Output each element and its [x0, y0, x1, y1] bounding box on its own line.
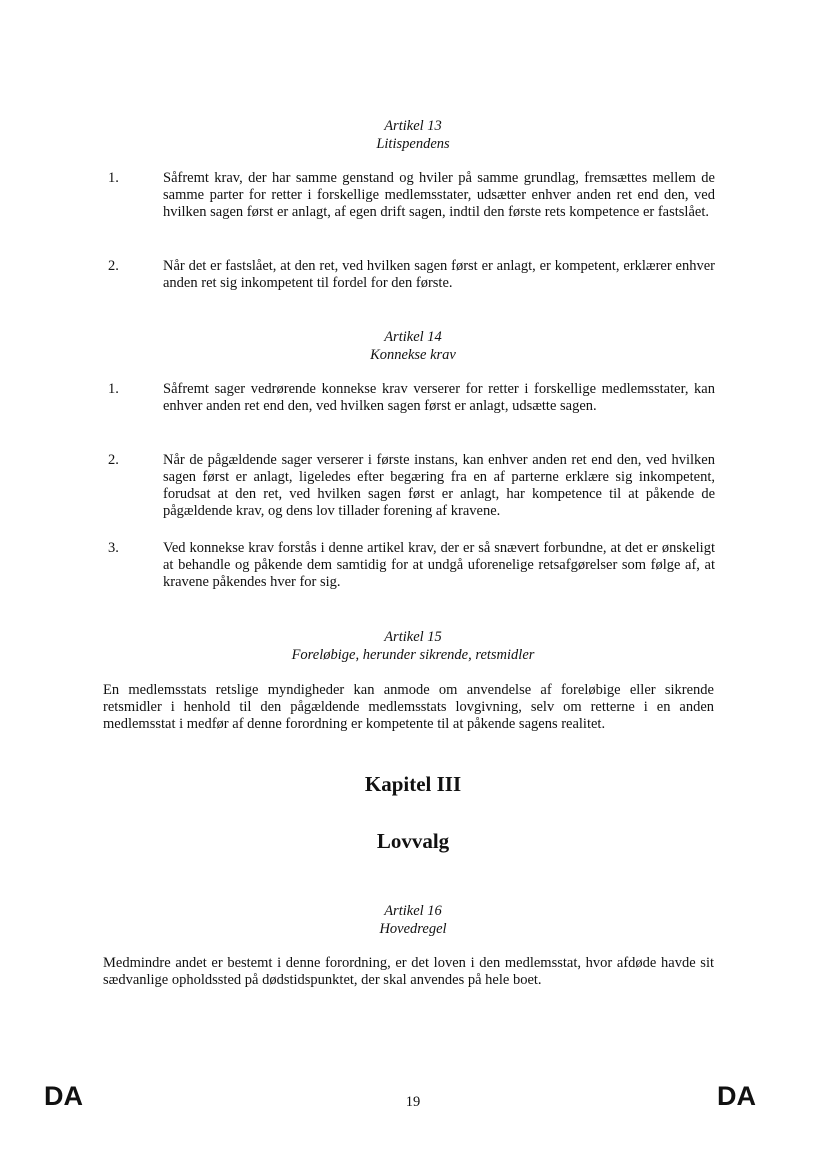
article-13-item-1-number: 1. — [108, 170, 119, 186]
language-code-left: DA — [44, 1081, 83, 1111]
article-14-item-2-number: 2. — [108, 452, 119, 468]
article-14-item-1-number: 1. — [108, 381, 119, 397]
article-14-item-3-text: Ved konnekse krav forstås i denne artikel krav, der er så snævert forbundne, at det er ønskeligt at behandle og påkende dem samtidig for at undgå uforenelige retsafgørelser som følge af, at kravene påkendes hver for sig. — [163, 540, 715, 590]
article-15-title: Artikel 15 — [384, 629, 442, 645]
article-15-text: En medlemsstats retslige myndigheder kan anmode om anvendelse af foreløbige eller sikrende retsmidler i henhold til den pågældende medlemsstats lovgivning, selv om retterne i en anden medlemsstat i medfør af denne forordning er kompetente til at påkende sagens realitet. — [103, 682, 714, 732]
article-16-subtitle: Hovedregel — [379, 921, 447, 937]
article-15-subtitle: Foreløbige, herunder sikrende, retsmidler — [291, 647, 535, 663]
article-13-subtitle: Litispendens — [376, 136, 450, 152]
article-16-text: Medmindre andet er bestemt i denne forordning, er det loven i den medlemsstat, hvor afdøde havde sit sædvanlige opholdssted på dødstidspunktet, der skal anvendes på hele boet. — [103, 955, 714, 988]
article-14-subtitle: Konnekse krav — [370, 347, 456, 363]
article-14-item-2-text: Når de pågældende sager verserer i første instans, kan enhver anden ret end den, ved hvilken sagen først er anlagt, ligeledes efter begæring fra en af parterne erklære sig inkompetent, forudsat at den ret, ved hvilken sagen først er anlagt, har kompetence til at påkende de pågældende krav, og dens lov tillader forening af kravene. — [163, 452, 715, 519]
chapter-title: Lovvalg — [376, 829, 450, 853]
article-16-title: Artikel 16 — [384, 903, 442, 919]
article-14-title: Artikel 14 — [384, 329, 442, 345]
article-13-item-2-number: 2. — [108, 258, 119, 274]
language-code-right: DA — [717, 1081, 756, 1111]
article-13-title: Artikel 13 — [384, 118, 442, 134]
page-number: 19 — [405, 1094, 421, 1110]
article-14-item-3-number: 3. — [108, 540, 119, 556]
article-14-item-1-text: Såfremt sager vedrørende konnekse krav verserer for retter i forskellige medlemsstater, kan enhver anden ret end den, ved hvilken sagen først er anlagt, udsætte sagen. — [163, 381, 715, 414]
chapter-number: Kapitel III — [364, 772, 462, 796]
article-13-item-2-text: Når det er fastslået, at den ret, ved hvilken sagen først er anlagt, er kompetent, erklærer enhver anden ret sig inkompetent til fordel for den første. — [163, 258, 715, 291]
article-13-item-1-text: Såfremt krav, der har samme genstand og hviler på samme grundlag, fremsættes mellem de samme parter for retter i forskellige medlemsstater, udsætter enhver anden ret end den, ved hvilken sagen først er anlagt, af egen drift sagen, indtil den første rets kompetence er fastslået. — [163, 170, 715, 220]
